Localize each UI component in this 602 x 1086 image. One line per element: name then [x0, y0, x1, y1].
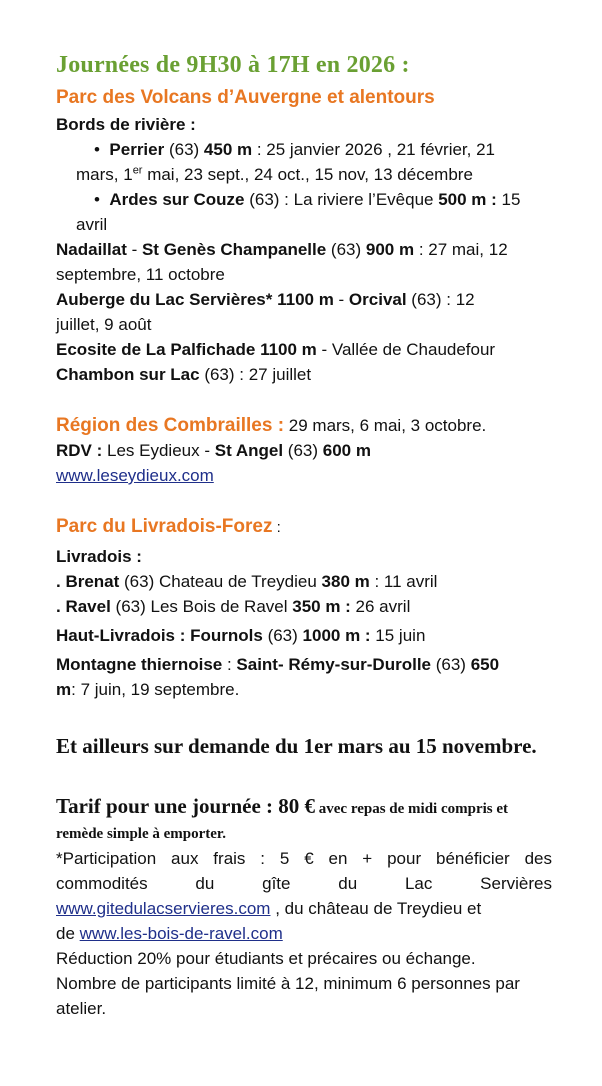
entry-rdv: RDV : Les Eydieux - St Angel (63) 600 m [56, 441, 371, 460]
section-heading-combrailles: Région des Combrailles : [56, 415, 285, 436]
section-heading-volcans: Parc des Volcans d’Auvergne et alentours [56, 87, 435, 108]
page-title: Journées de 9H30 à 17H en 2026 : [56, 52, 410, 78]
section-heading-livradois: Parc du Livradois-Forez [56, 516, 273, 537]
section-livradois: Parc du Livradois-Forez : [56, 516, 281, 537]
entry-brenat: . Brenat (63) Chateau de Treydieu 380 m : 11 avril [56, 572, 438, 591]
tarif-block: Tarif pour une journée : 80 € avec repas de midi compris et remède simple à emporter. [56, 794, 509, 842]
participation-line-2: commodités du gîte du Lac Servières [56, 874, 552, 893]
entry-montagne: Montagne thiernoise : Saint- Rémy-sur-Durolle (63) 650 m: 7 juin, 19 septembre. [56, 655, 500, 699]
bullet-icon: • [94, 140, 110, 159]
entry-ravel: . Ravel (63) Les Bois de Ravel 350 m : 26 avril [56, 597, 411, 616]
reduction-text: Réduction 20% pour étudiants et précaires ou échange. [56, 949, 476, 968]
participation-line-3: www.gitedulacservieres.com , du château de Treydieu et [56, 899, 482, 918]
list-item-ardes: • Ardes sur Couze (63) : La riviere l’Evêque 500 m : 15 avril [76, 190, 521, 234]
ravel-link[interactable]: www.les-bois-de-ravel.com [79, 924, 283, 943]
entry-nadaillat: Nadaillat - St Genès Champanelle (63) 900 m : 27 mai, 12 septembre, 11 octobre [56, 240, 508, 284]
entry-haut-livradois: Haut-Livradois : Fournols (63) 1000 m : 15 juin [56, 626, 426, 645]
gite-link[interactable]: www.gitedulacservieres.com [56, 899, 271, 918]
bords-label: Bords de rivière : [56, 115, 196, 134]
section-combrailles: Région des Combrailles : 29 mars, 6 mai, 3 octobre. [56, 415, 487, 436]
bullet-icon: • [94, 190, 110, 209]
entry-chambon: Chambon sur Lac (63) : 27 juillet [56, 365, 312, 384]
entry-auberge: Auberge du Lac Servières* 1100 m - Orcival (63) : 12 juillet, 9 août [56, 290, 475, 334]
ailleurs-text: Et ailleurs sur demande du 1er mars au 15 novembre. [56, 734, 537, 758]
leseydieux-link[interactable]: www.leseydieux.com [56, 466, 214, 485]
livradois-label: Livradois : [56, 547, 142, 566]
participation-line-1: *Participation aux frais : 5 € en + pour bénéficier des [56, 849, 552, 868]
list-item-perrier: • Perrier (63) 450 m : 25 janvier 2026 , 21 février, 21 mars, 1er mai, 23 sept., 24 oct., 15 nov, 13 décembre [76, 140, 495, 184]
participation-line-4: de www.les-bois-de-ravel.com [56, 924, 283, 943]
tarif-label: Tarif pour une journée : 80 € [56, 794, 316, 818]
entry-ecosite: Ecosite de La Palfichade 1100 m - Vallée de Chaudefour [56, 340, 496, 359]
nombre-text: Nombre de participants limité à 12, minimum 6 personnes par atelier. [56, 974, 520, 1018]
